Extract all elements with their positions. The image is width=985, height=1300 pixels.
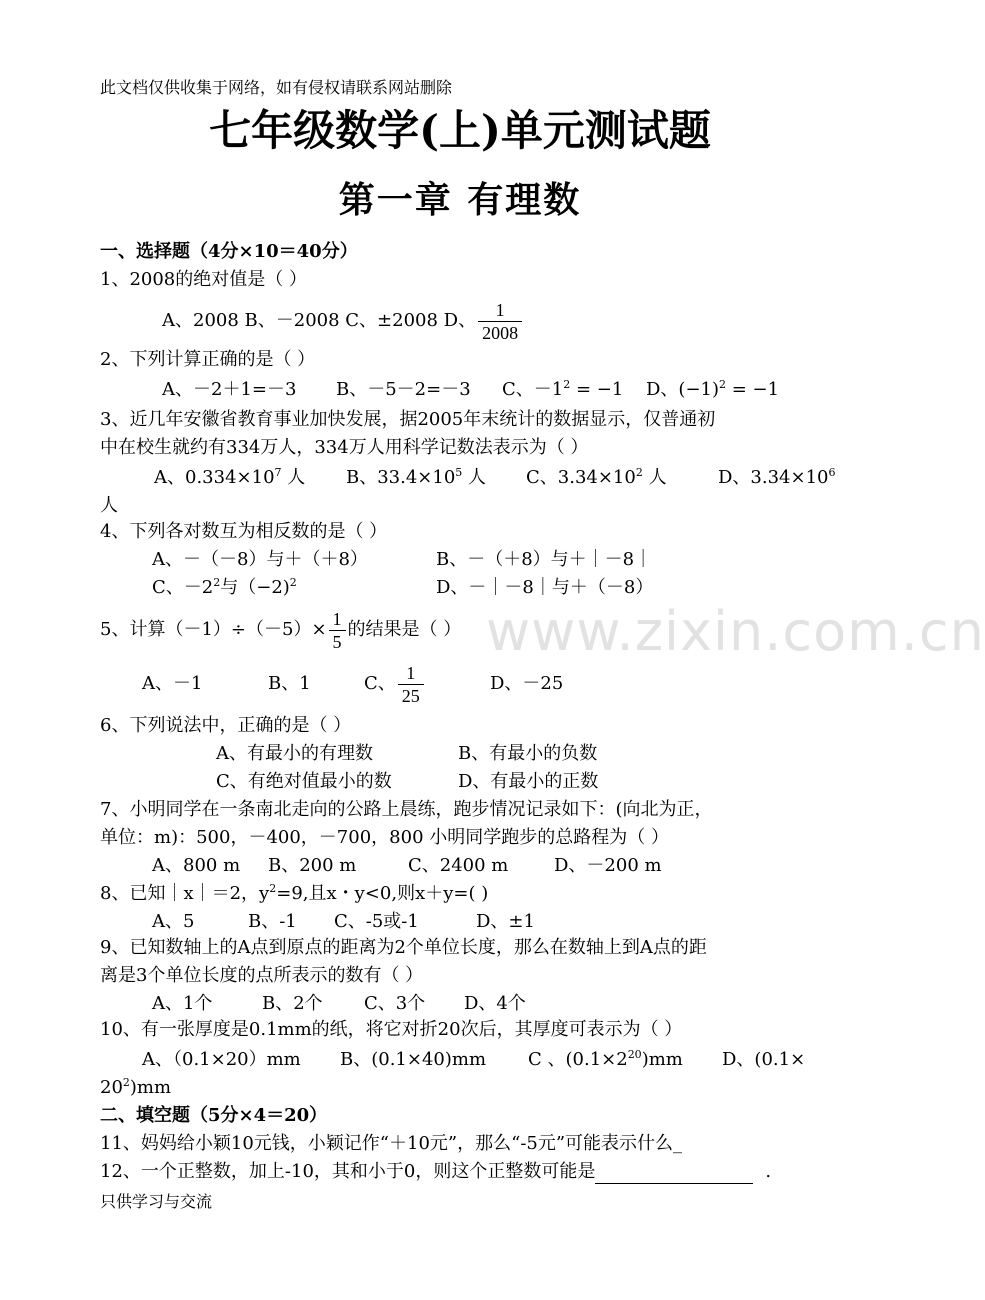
q5-stem	[100, 606, 461, 654]
q12-post: .	[765, 1161, 772, 1182]
q6-option-a: A、有最小的有理数	[216, 743, 373, 764]
q9-option-c: C、3个	[364, 993, 426, 1014]
footer-note: 只供学习与交流	[100, 1192, 213, 1211]
q3-c-post: 人	[642, 467, 667, 488]
q3-a-exp: 7	[274, 466, 282, 479]
q4-c-pre: C、－2	[152, 577, 214, 598]
q10-wrap-post: )mm	[129, 1077, 172, 1098]
q3-b-exp: 5	[455, 466, 463, 479]
q10-c-post: )mm	[641, 1049, 683, 1070]
q3-d-exp: 6	[828, 466, 836, 479]
q6-option-b: B、有最小的负数	[458, 743, 598, 764]
q5-frac-num: 1	[329, 608, 346, 631]
q10-c-exp: 20	[627, 1048, 642, 1061]
section-choice-heading: 一、选择题（4分×10＝40分）	[100, 241, 358, 262]
q7-option-a: A、800 m	[152, 855, 241, 876]
page-title: 七年级数学(上)单元测试题	[209, 106, 711, 155]
q3-a-post: 人	[281, 467, 306, 488]
q5-option-a: A、－1	[142, 673, 203, 694]
q3-a-pre: A、0.334×10	[154, 467, 275, 488]
q9-option-a: A、1个	[152, 993, 213, 1014]
q5-post: 的结果是（ ）	[347, 619, 462, 640]
q9-option-d: D、4个	[464, 993, 526, 1014]
q4-option-d: D、－｜－8｜与＋（－8）	[436, 577, 654, 598]
q2-option-b: B、－5－2=－3	[336, 379, 471, 400]
q4-c-exp1: 2	[213, 576, 221, 589]
q3-b-post: 人	[462, 467, 487, 488]
q3-line1: 3、近几年安徽省教育事业加快发展，据2005年末统计的数据显示，仅普通初	[100, 409, 716, 430]
q2-option-a: A、－2＋1=－3	[162, 379, 297, 400]
q2-c-pre: C、－1	[502, 379, 564, 400]
q7-option-b: B、200 m	[268, 855, 357, 876]
q4-stem: 4、下列各对数互为相反数的是（ ）	[100, 521, 388, 542]
q8-option-d: D、±1	[476, 911, 535, 932]
q9-line2: 离是3个单位长度的点所表示的数有（ ）	[100, 965, 424, 986]
q2-option-d	[646, 378, 779, 402]
q10-option-a: A、（0.1×20）mm	[142, 1049, 301, 1070]
q10-c-pre: C 、(0.1×2	[528, 1049, 628, 1070]
q1-frac-den: 2008	[482, 322, 519, 343]
q5-c-pre: C、	[364, 673, 396, 694]
q2-stem: 2、下列计算正确的是（ ）	[100, 349, 316, 370]
q8-option-b: B、-1	[248, 911, 297, 932]
q5-option-b: B、1	[268, 673, 311, 694]
q10-option-d: D、(0.1×	[722, 1049, 806, 1070]
q10-option-b: B、(0.1×40)mm	[340, 1049, 487, 1070]
q4-option-b: B、－（＋8）与＋｜－8｜	[436, 549, 653, 570]
q10-wrap	[100, 1076, 171, 1100]
q3-b-pre: B、33.4×10	[346, 467, 456, 488]
q4-c-exp2: 2	[289, 576, 297, 589]
q12-text	[100, 1160, 771, 1184]
q8-stem	[100, 882, 488, 906]
header-note: 此文档仅供收集于网络，如有侵权请联系网站删除	[100, 78, 453, 97]
q5-frac-den: 5	[332, 631, 342, 652]
watermark: www.zixin.com.cn	[486, 600, 985, 663]
q5-option-d: D、－25	[490, 673, 564, 694]
q2-c-exp: 2	[563, 378, 571, 391]
q6-stem: 6、下列说法中，正确的是（ ）	[100, 715, 352, 736]
q6-option-c: C、有绝对值最小的数	[216, 771, 392, 792]
q3-option-a	[154, 466, 305, 490]
q3-c-pre: C、3.34×10	[526, 467, 636, 488]
q10-option-c	[528, 1048, 683, 1072]
q8-option-c: C、-5或-1	[334, 911, 419, 932]
chapter-subtitle: 第一章 有理数	[338, 179, 582, 221]
q3-c-exp: 2	[635, 466, 643, 479]
q4-option-c	[152, 576, 297, 600]
q5-fraction	[329, 608, 346, 653]
q3-d-pre: D、3.34×10	[718, 467, 829, 488]
q9-line1: 9、已知数轴上的A点到原点的距离为2个单位长度，那么在数轴上到A点的距	[100, 937, 707, 958]
q3-wrap: 人	[100, 495, 118, 516]
q1-frac-num: 1	[478, 299, 522, 322]
q12-pre: 12、一个正整数，加上-10，其和小于0，则这个正整数可能是	[100, 1161, 596, 1182]
q7-line2: 单位：m)：500，－400，－700，800 小明同学跑步的总路程为（ ）	[100, 827, 669, 848]
q8-exp: 2	[269, 882, 277, 895]
q7-line1: 7、小明同学在一条南北走向的公路上晨练，跑步情况记录如下：(向北为正，	[100, 799, 713, 820]
q1-fraction	[478, 299, 522, 344]
q5-pre: 5、计算（－1）÷（－5）×	[100, 619, 327, 640]
q3-option-b	[346, 466, 486, 490]
q1-stem: 1、2008的绝对值是（ ）	[100, 269, 307, 290]
q12-answer-blank[interactable]	[595, 1165, 753, 1184]
q7-option-d: D、－200 m	[554, 855, 662, 876]
q2-d-exp: 2	[719, 378, 727, 391]
q9-option-b: B、2个	[262, 993, 323, 1014]
q1-options	[162, 296, 524, 346]
section-fill-heading: 二、填空题（5分×4＝20）	[100, 1105, 328, 1126]
q8-pre: 8、已知｜x｜＝2，y	[100, 883, 270, 904]
q5-c-fraction	[398, 662, 424, 707]
q5-c-num: 1	[398, 662, 424, 685]
q4-c-mid: 与（−2)	[220, 577, 290, 598]
q10-wrap-exp: 2	[122, 1076, 130, 1089]
q5-option-c	[364, 660, 426, 708]
q7-option-c: C、2400 m	[408, 855, 509, 876]
q5-c-den: 25	[401, 685, 420, 706]
q3-option-c	[526, 466, 667, 490]
q8-option-a: A、5	[152, 911, 195, 932]
q2-c-post: = −1	[570, 379, 624, 400]
q1-options-text: A、2008 B、－2008 C、±2008 D、	[162, 310, 477, 331]
q3-line2: 中在校生就约有334万人，334万人用科学记数法表示为（ ）	[100, 437, 589, 458]
q2-d-post: = −1	[726, 379, 780, 400]
q4-option-a: A、－（－8）与＋（＋8）	[152, 549, 368, 570]
q3-option-d	[718, 466, 836, 490]
q11-text: 11、妈妈给小颖10元钱，小颖记作“＋10元”，那么“-5元”可能表示什么_	[100, 1133, 683, 1154]
q6-option-d: D、有最小的正数	[458, 771, 599, 792]
q2-option-c	[502, 378, 623, 402]
q10-wrap-pre: 20	[100, 1077, 123, 1098]
q10-stem: 10、有一张厚度是0.1mm的纸，将它对折20次后，其厚度可表示为（ ）	[100, 1019, 683, 1040]
q2-d-pre: D、(−1)	[646, 379, 720, 400]
q8-post: =9,且x・y<0,则x＋y=( )	[276, 883, 489, 904]
